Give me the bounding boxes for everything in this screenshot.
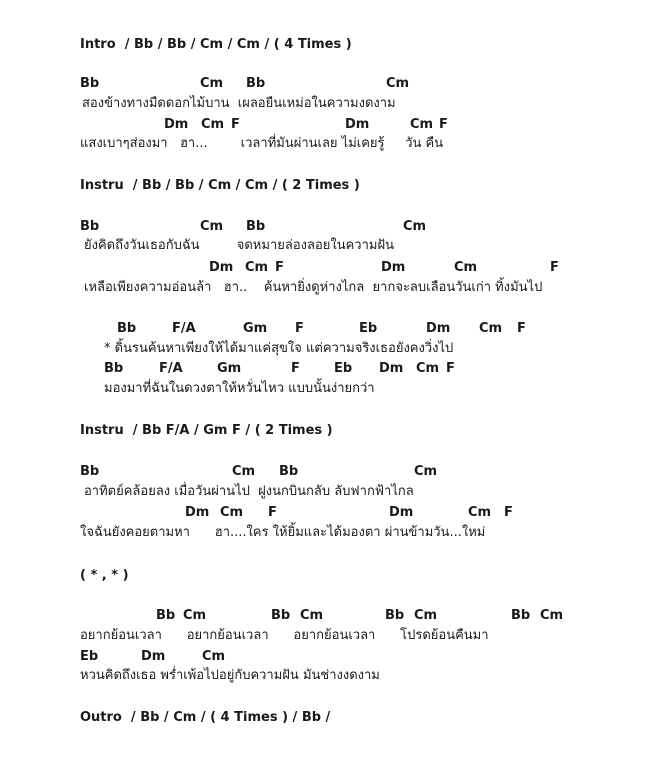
lyric-line: * ดิ้นรนค้นหาเพียงให้ได้มาแค่สุขใจ แต่ความจริงเธอยังคงวิ่งไป (104, 341, 454, 356)
chord: Cm (414, 464, 438, 479)
chord: Bb (511, 608, 531, 623)
chord: Bb (117, 321, 137, 336)
intro-line: Intro / Bb / Bb / Cm / Cm / ( 4 Times ) (80, 37, 352, 52)
chord: Dm (379, 361, 404, 376)
lyric-line: อยากย้อนเวลา อยากย้อนเวลา อยากย้อนเวลา โปรดย้อนคืนมา (80, 628, 489, 643)
chord: F/A (172, 321, 196, 336)
chord: F (446, 361, 455, 376)
lyric-line: มองมาที่ฉันในดวงตาให้หวั่นไหว แบบนั้นง่ายกว่า (104, 381, 375, 396)
chord: Cm (410, 117, 434, 132)
chord: Bb (385, 608, 405, 623)
lyric-line: หวนคิดถึงเธอ พร่ำเพ้อไปอยู่กับความฝัน มันช่างงดงาม (80, 668, 380, 683)
chord: Bb (80, 219, 100, 234)
chord: Eb (80, 649, 99, 664)
chord: Cm (454, 260, 478, 275)
chord: F (504, 505, 513, 520)
chord: Cm (220, 505, 244, 520)
chord: Cm (540, 608, 564, 623)
repeat-marker: ( * , * ) (80, 568, 129, 583)
instru-line: Instru / Bb F/A / Gm F / ( 2 Times ) (80, 423, 333, 438)
chord: Cm (468, 505, 492, 520)
lyric-line: สองข้างทางมืดดอกไม้บาน เผลอยืนเหม่อในความงดงาม (82, 96, 396, 111)
chord: Cm (300, 608, 324, 623)
chord: Bb (279, 464, 299, 479)
chord: Dm (389, 505, 414, 520)
chord: Cm (414, 608, 438, 623)
chord: Eb (359, 321, 378, 336)
chord: Dm (426, 321, 451, 336)
chord: Bb (80, 76, 100, 91)
chord: Cm (200, 219, 224, 234)
chord: Dm (141, 649, 166, 664)
chord: F (439, 117, 448, 132)
lyric-line: ยังคิดถึงวันเธอกับฉัน จดหมายล่องลอยในความฝัน (84, 238, 394, 253)
chord: Bb (246, 219, 266, 234)
chord: Cm (245, 260, 269, 275)
chord: Cm (202, 649, 226, 664)
chord: Cm (200, 76, 224, 91)
chord: Bb (271, 608, 291, 623)
chord: F (268, 505, 277, 520)
instru-line: Instru / Bb / Bb / Cm / Cm / ( 2 Times ) (80, 178, 360, 193)
chord: Cm (479, 321, 503, 336)
chord: Cm (183, 608, 207, 623)
lyric-line: เหลือเพียงความอ่อนล้า ฮา.. ค้นหายิ่งดูห่างไกล ยากจะลบเลือนวันเก่า ทิ้งมันไป (84, 280, 543, 295)
chord: Eb (334, 361, 353, 376)
chord: F (275, 260, 284, 275)
chord: Dm (209, 260, 234, 275)
chord: F (550, 260, 559, 275)
outro-line: Outro / Bb / Cm / ( 4 Times ) / Bb / (80, 710, 331, 725)
chord: F (231, 117, 240, 132)
chord: Bb (156, 608, 176, 623)
lyric-line: แสงเบาๆส่องมา ฮา... เวลาที่มันผ่านเลย ไม่เคยรู้ วัน คืน (80, 136, 444, 151)
chord: Cm (416, 361, 440, 376)
chord: Cm (201, 117, 225, 132)
chord: Bb (104, 361, 124, 376)
lyric-line: ใจฉันยังคอยตามหา ฮา....ใคร ให้ยิ้มและได้มองตา ผ่านข้ามวัน...ใหม่ (80, 525, 486, 540)
chord: Dm (381, 260, 406, 275)
chord: Dm (185, 505, 210, 520)
chord: F (291, 361, 300, 376)
chord: F (517, 321, 526, 336)
chord: F/A (159, 361, 183, 376)
chord: Cm (403, 219, 427, 234)
chord: Bb (246, 76, 266, 91)
chord: Cm (232, 464, 256, 479)
chord: F (295, 321, 304, 336)
chord: Dm (164, 117, 189, 132)
chord: Dm (345, 117, 370, 132)
lyric-line: อาทิตย์คล้อยลง เมื่อวันผ่านไป ฝูงนกบินกลับ ลับฟากฟ้าไกล (84, 484, 414, 499)
chord: Gm (243, 321, 268, 336)
chord: Cm (386, 76, 410, 91)
chord: Gm (217, 361, 242, 376)
chord: Bb (80, 464, 100, 479)
